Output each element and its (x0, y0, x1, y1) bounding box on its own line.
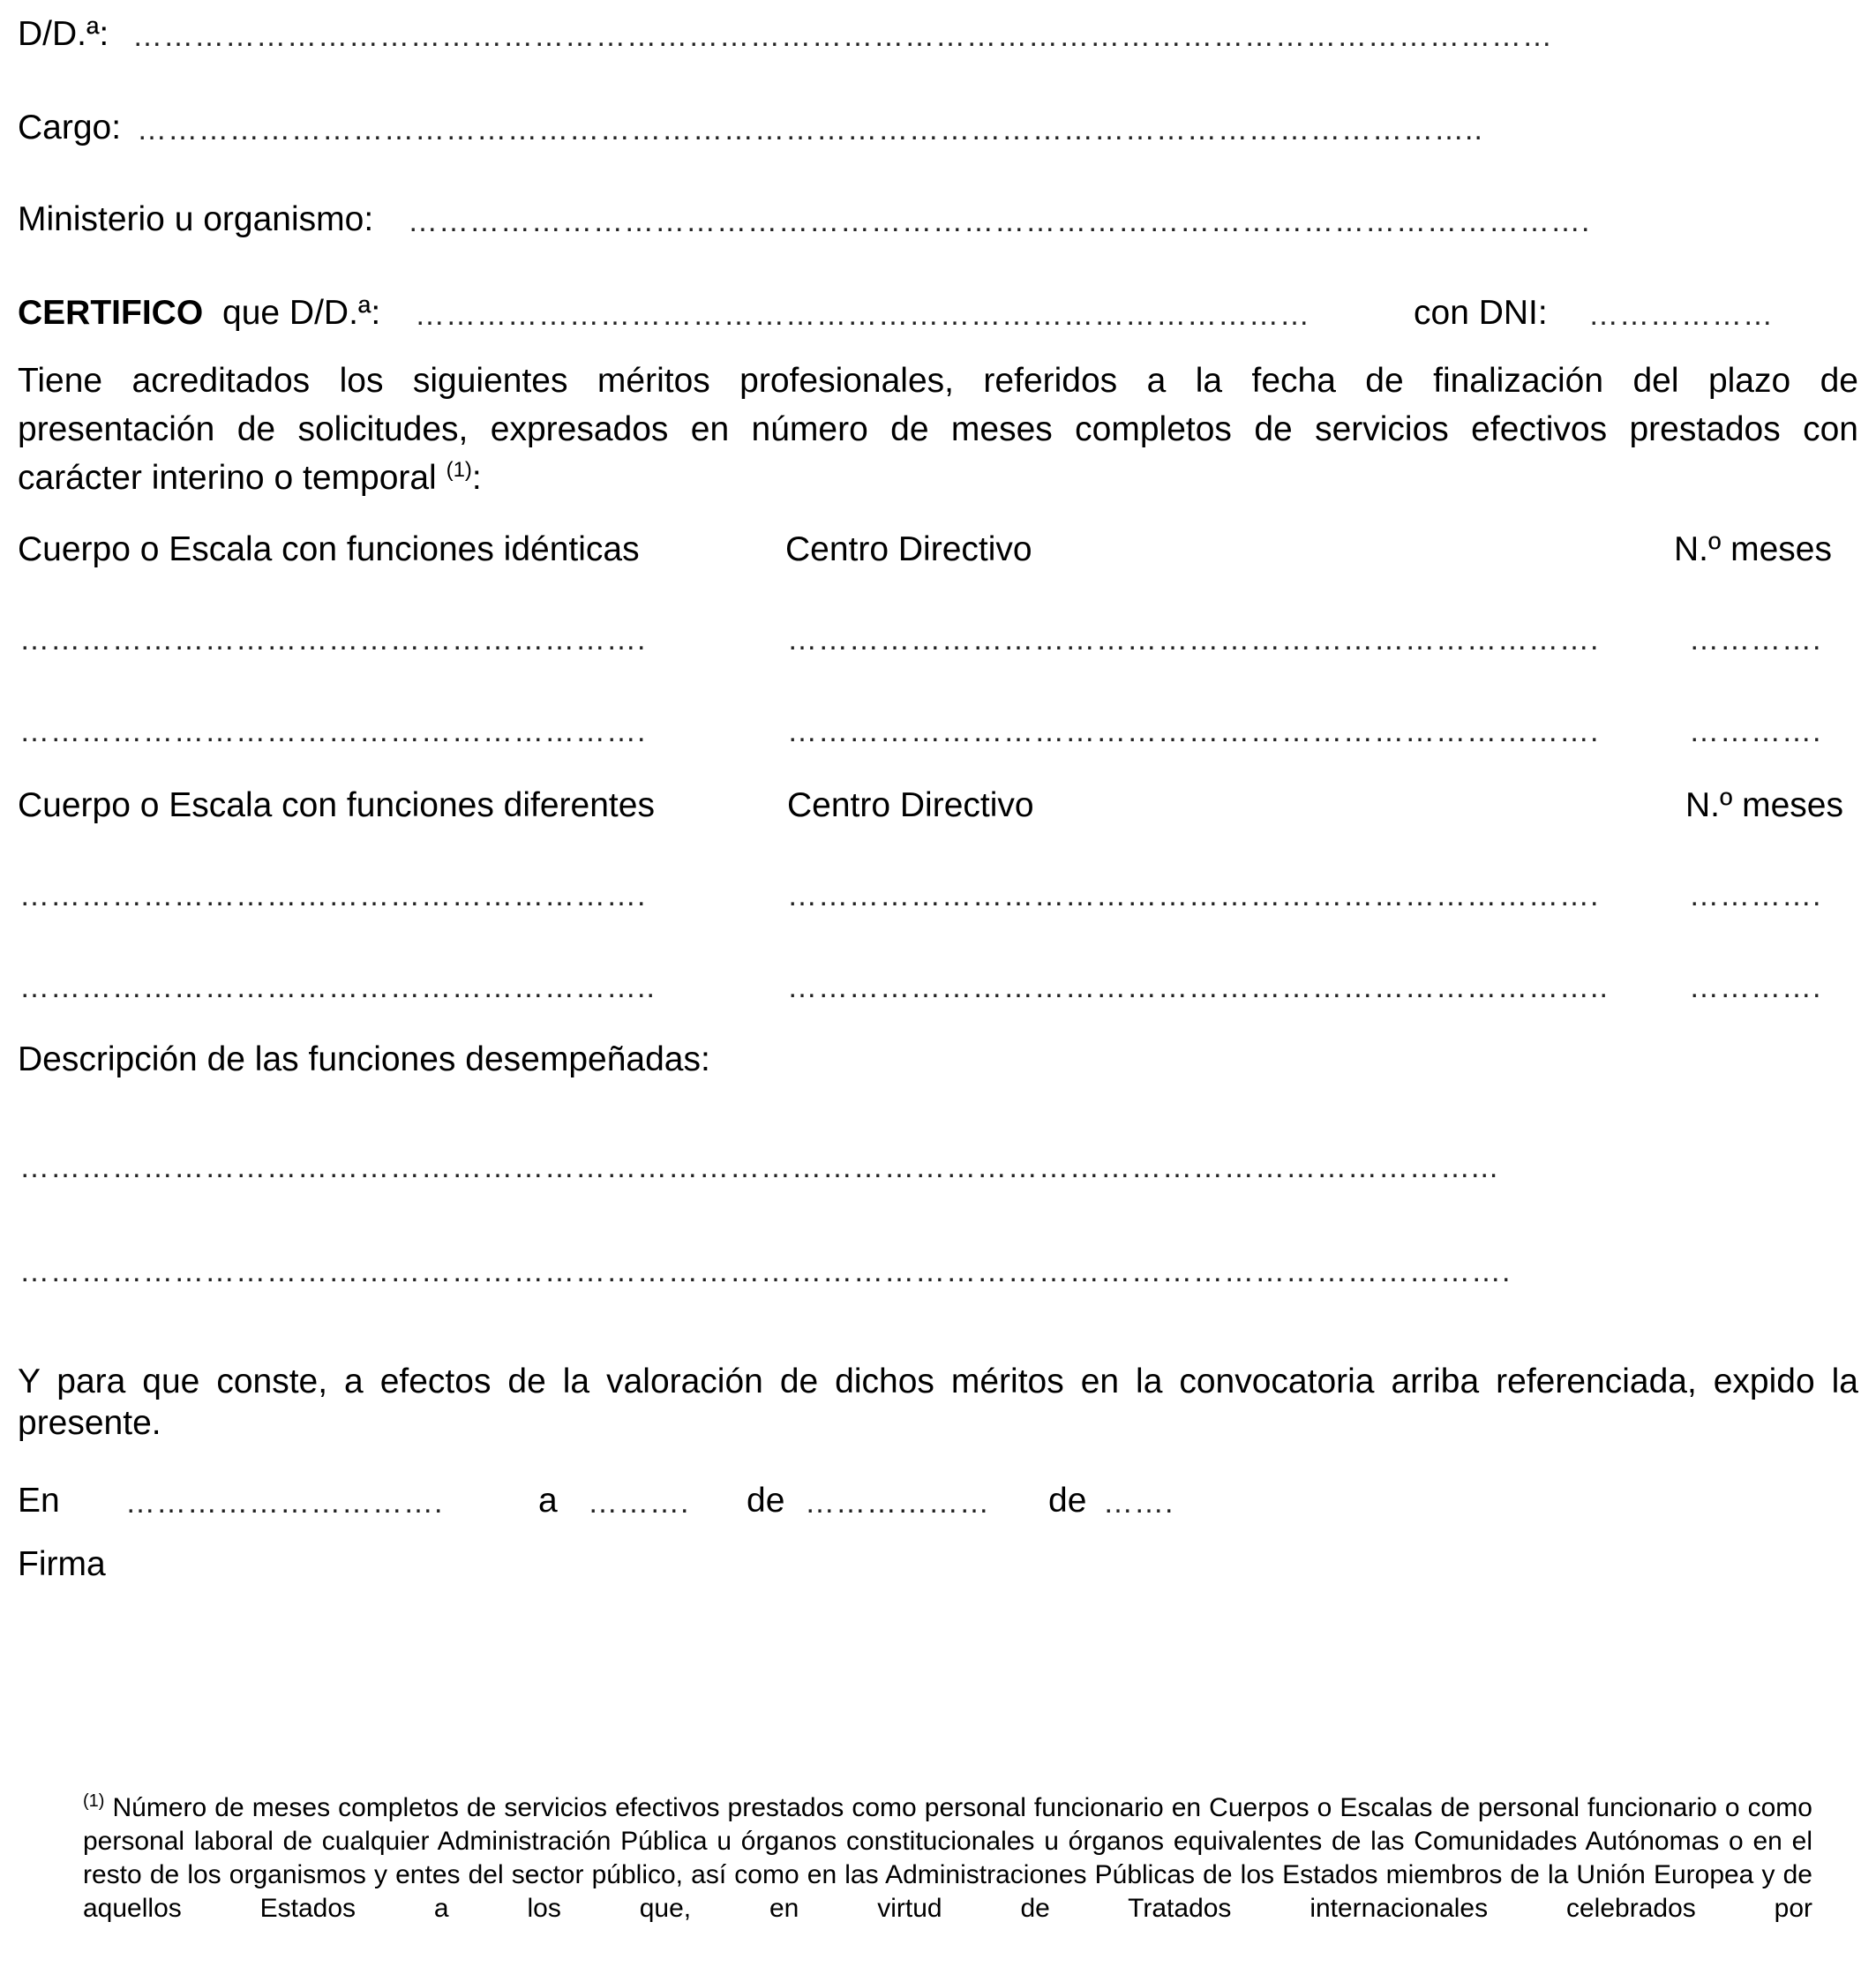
closing-line-2: presente. (18, 1404, 161, 1442)
identical-row-1-cuerpo[interactable]: ……………………………………………………. (19, 623, 647, 657)
year-label: de (1048, 1482, 1087, 1520)
description-label: Descripción de las funciones desempeñadas: (18, 1040, 710, 1078)
footnote-marker: (1) (83, 1791, 105, 1811)
footnote (83, 1791, 1812, 1926)
description-line-2[interactable]: ………………………………………………………………………………………………………………………………. (19, 1255, 1512, 1288)
identical-col-cuerpo: Cuerpo o Escala con funciones idénticas (18, 530, 640, 568)
signature-label: Firma (18, 1545, 106, 1583)
footnote-ref: (1) (446, 458, 472, 482)
different-col-meses: N.º meses (1685, 786, 1843, 824)
dd-field[interactable]: ………………………………………………………………………………………………………………………… (132, 19, 1553, 53)
ministerio-field[interactable]: ……………………………………………………………………………………………………. (408, 205, 1591, 238)
certifico-que-label: que D/D.ª: (222, 294, 381, 332)
intro-line-3 (18, 454, 1858, 502)
description-line-1[interactable]: ……………………………………………………………………………………………………………………………... (19, 1151, 1499, 1184)
dni-field[interactable]: ……………… (1588, 298, 1774, 332)
intro-line-1: Tiene acreditados los siguientes méritos profesionales, referidos a la fecha de finalización del plazo de (18, 362, 1858, 400)
different-col-cuerpo: Cuerpo o Escala con funciones diferentes (18, 786, 655, 824)
intro-line-3-end: : (471, 459, 482, 497)
different-row-2-cuerpo[interactable]: …………………………………………………….. (19, 971, 656, 1004)
dni-label: con DNI: (1414, 294, 1548, 332)
day-label: a (538, 1482, 558, 1520)
identical-row-2-centro[interactable]: ……………………………………………………………………. (787, 715, 1600, 748)
footnote-text: Número de meses completos de servicios efectivos prestados como personal funcionario en Cuerpos o Escalas de personal funcionario o como personal laboral de cualquier Administración Pública u órganos constitucionales u órganos equivalentes de las Comunidades Autónomas o en el resto de los organismos y entes del sector público, así como en las Administraciones Públicas de los Estados miembros de la Unión Europea y de aquellos Estados a los que, en virtud de Tratados internacionales celebrados por (83, 1793, 1812, 1923)
identical-row-2-meses[interactable]: …………. (1689, 715, 1822, 748)
certifico-heading: CERTIFICO (18, 294, 204, 332)
different-row-2-centro[interactable]: …………………………………………………………………….. (787, 971, 1609, 1004)
cargo-field[interactable]: ………………………………………………………………………………………………………………….. (137, 113, 1483, 146)
ministerio-label: Ministerio u organismo: (18, 200, 374, 238)
identical-col-meses: N.º meses (1674, 530, 1832, 568)
day-field[interactable]: ………. (588, 1486, 690, 1520)
cargo-label: Cargo: (18, 109, 122, 146)
intro-line-3-text: carácter interino o temporal (18, 459, 437, 497)
year-field[interactable]: ……. (1103, 1486, 1174, 1520)
different-row-2-meses[interactable]: …………. (1689, 971, 1822, 1004)
closing-line-1: Y para que conste, a efectos de la valoración de dichos méritos en la convocatoria arriba referenciada, expido la (18, 1363, 1858, 1400)
place-field[interactable]: …………………………. (125, 1486, 444, 1520)
month-label: de (747, 1482, 785, 1520)
different-row-1-meses[interactable]: …………. (1689, 879, 1822, 912)
different-col-centro: Centro Directivo (787, 786, 1034, 824)
intro-line-2: presentación de solicitudes, expresados en número de meses completos de servicios efectivos prestados con (18, 410, 1858, 448)
place-label: En (18, 1482, 60, 1520)
certifico-name-field[interactable]: …………………………………………………………………………… (415, 298, 1310, 332)
dd-label: D/D.ª: (18, 15, 109, 53)
month-field[interactable]: ……………… (805, 1486, 990, 1520)
identical-row-2-cuerpo[interactable]: ……………………………………………………. (19, 715, 647, 748)
different-row-1-centro[interactable]: ……………………………………………………………………. (787, 879, 1600, 912)
different-row-1-cuerpo[interactable]: ……………………………………………………. (19, 879, 647, 912)
certificate-form (18, 0, 1864, 1967)
identical-row-1-centro[interactable]: ……………………………………………………………………. (787, 623, 1600, 657)
identical-row-1-meses[interactable]: …………. (1689, 623, 1822, 657)
identical-col-centro: Centro Directivo (785, 530, 1032, 568)
